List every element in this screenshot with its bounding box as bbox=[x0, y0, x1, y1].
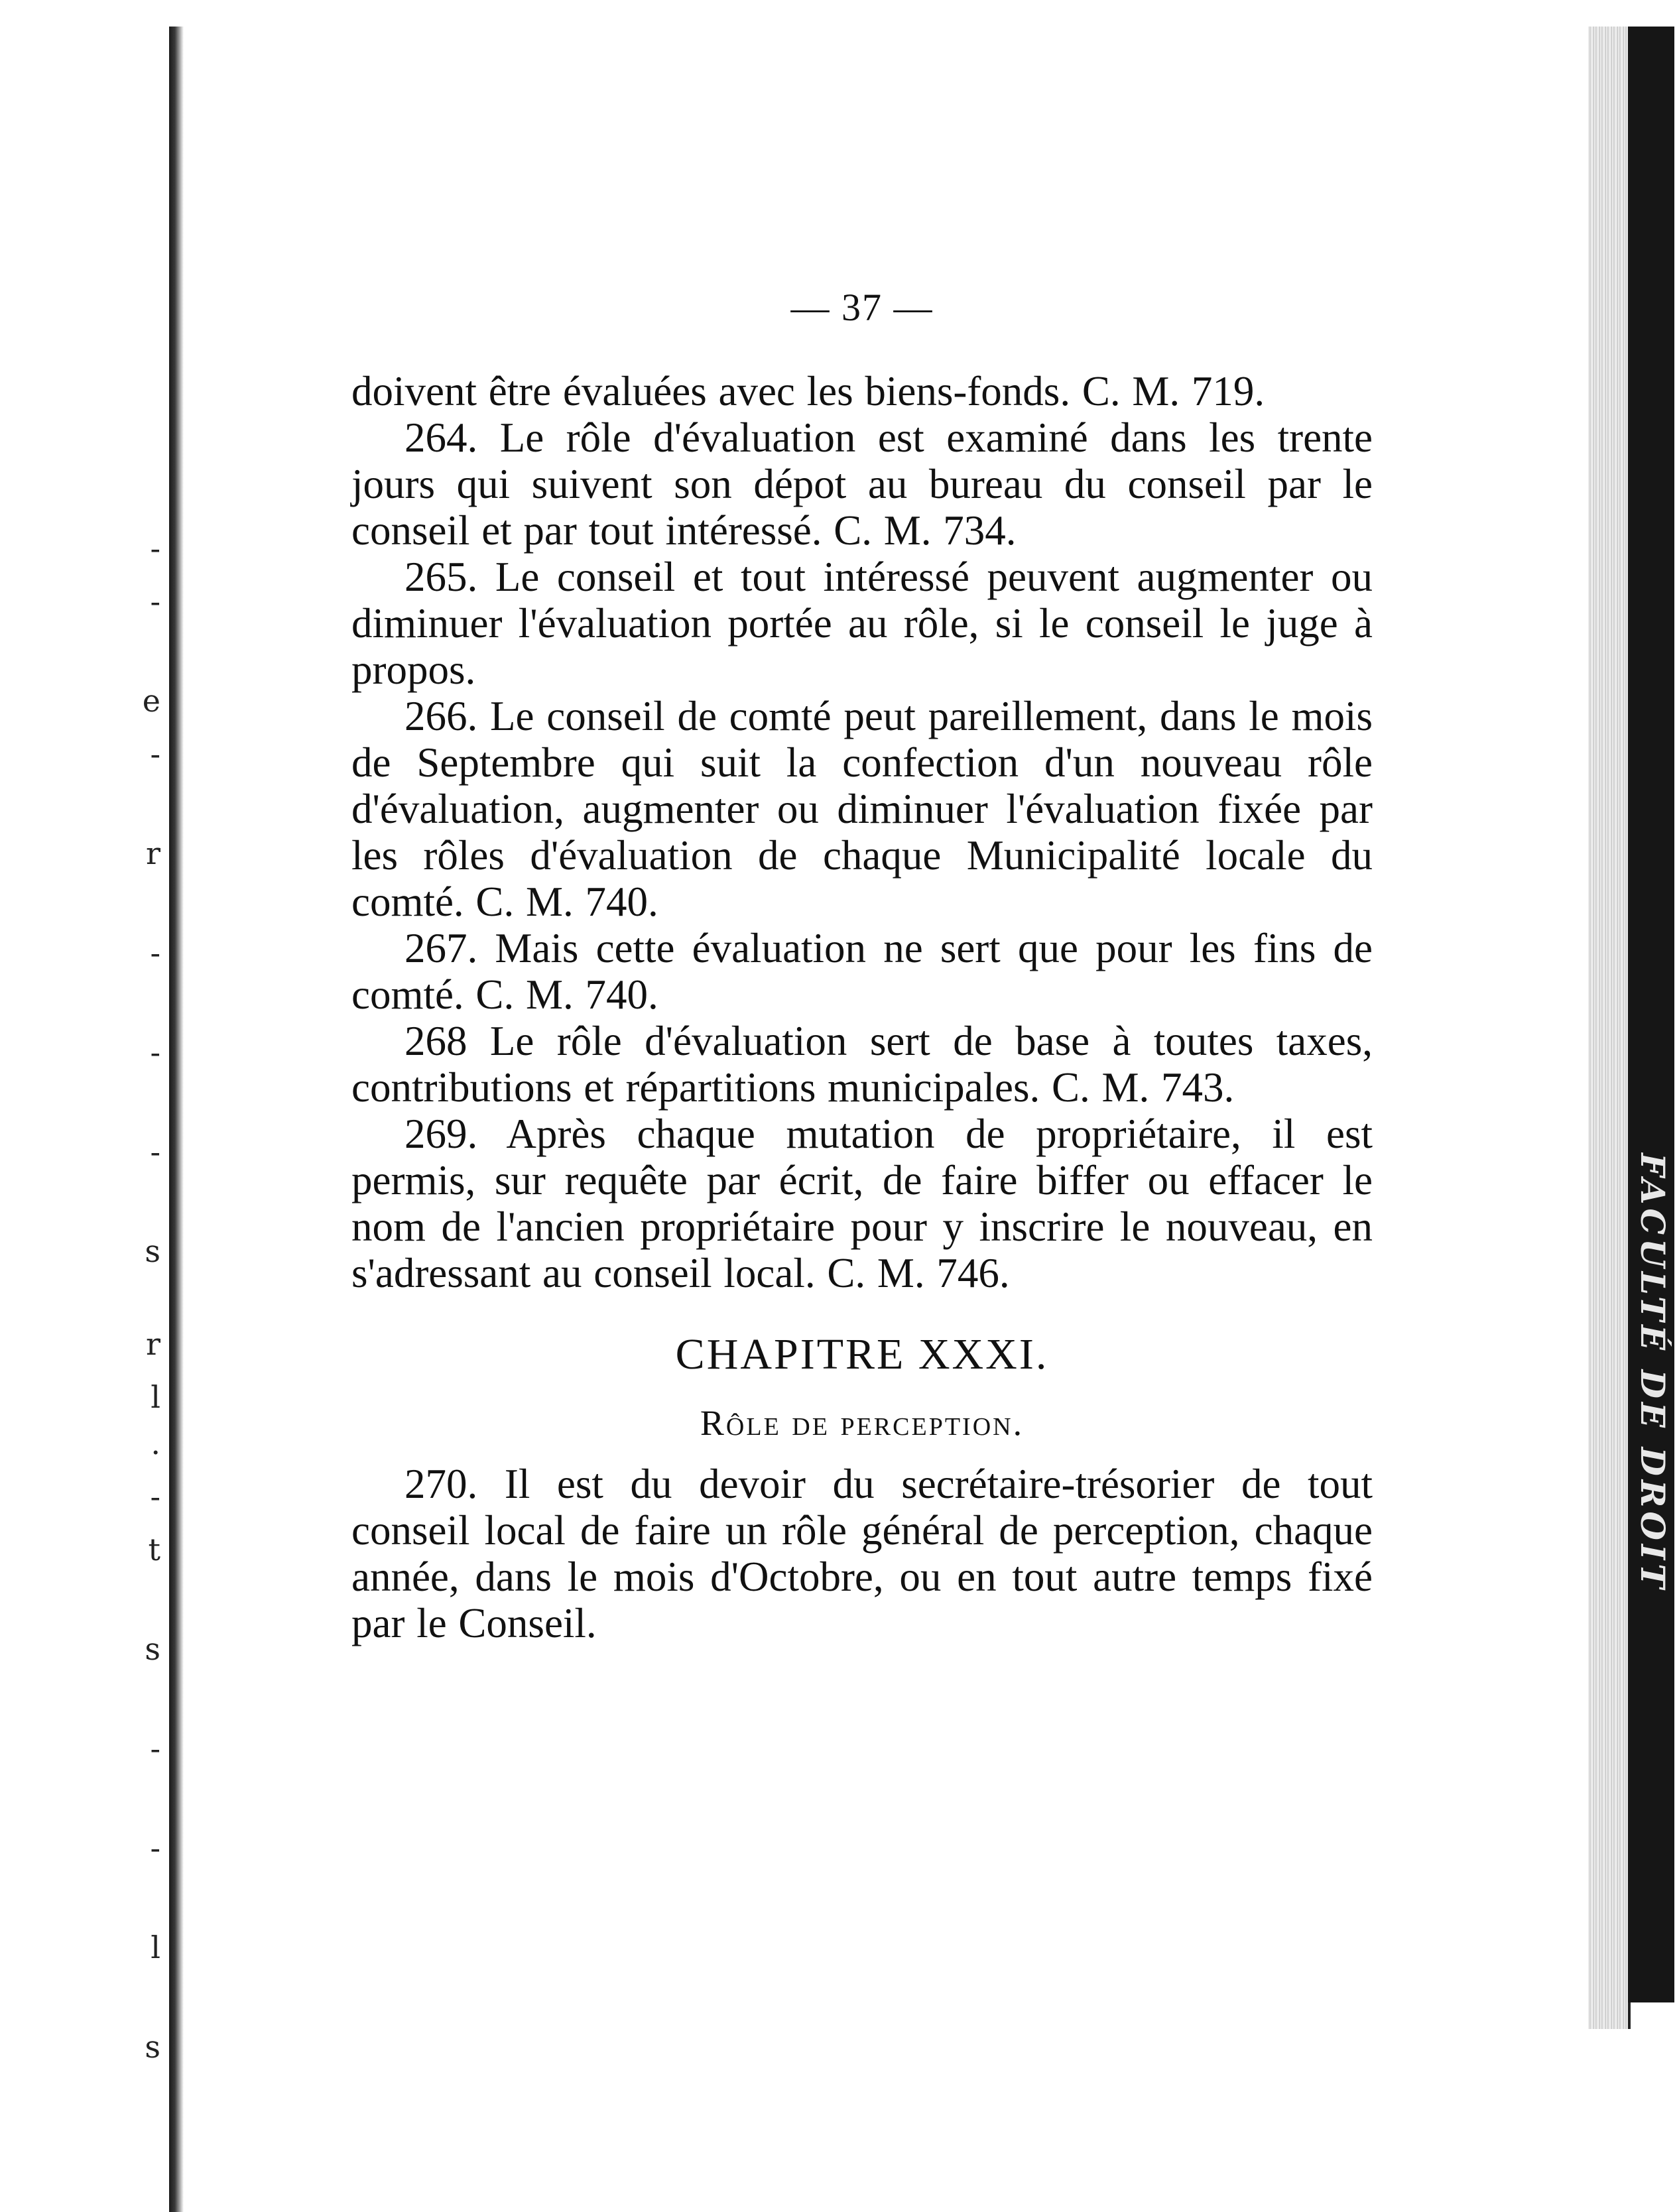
fragment: r bbox=[146, 1326, 160, 1362]
article-265: 265. Le conseil et tout intéressé peuvent augmenter ou diminuer l'évaluation portée au rôle, si le conseil le juge à propos. bbox=[351, 554, 1373, 693]
fragment: - bbox=[150, 736, 160, 772]
page-number: — 37 — bbox=[790, 286, 934, 329]
page-stack-edge bbox=[1588, 27, 1631, 2029]
chapter-heading: CHAPITRE XXXI. bbox=[675, 1330, 1049, 1379]
fragment: s bbox=[145, 1233, 160, 1269]
fragment: t bbox=[148, 1532, 160, 1567]
fragment: - bbox=[150, 530, 160, 566]
fragment: - bbox=[150, 1479, 160, 1514]
fragment: . bbox=[151, 1426, 160, 1461]
fragment: - bbox=[150, 1134, 160, 1170]
fragment: - bbox=[150, 1830, 160, 1866]
book-gutter bbox=[169, 27, 184, 2212]
article-264: 264. Le rôle d'évaluation est examiné dans les trente jours qui suivent son dépot au bureau du conseil par le conseil et par tout intéressé. C. M. 734. bbox=[351, 414, 1373, 554]
page-body bbox=[351, 285, 1373, 1646]
fragment: r bbox=[146, 835, 160, 871]
fragment: - bbox=[150, 1034, 160, 1070]
section-heading: Rôle de perception. bbox=[700, 1403, 1025, 1443]
previous-page-edge bbox=[0, 0, 169, 2212]
fragment: s bbox=[145, 1631, 160, 1667]
previous-page-fragments bbox=[0, 0, 166, 2212]
fragment: s bbox=[145, 2029, 160, 2065]
article-268: 268 Le rôle d'évaluation sert de base à toutes taxes, contributions et répartitions municipales. C. M. 743. bbox=[351, 1018, 1373, 1111]
article-266: 266. Le conseil de comté peut pareillement, dans le mois de Septembre qui suit la confection d'un nouveau rôle d'évaluation, augmenter ou diminuer l'évaluation fixée par les rôles d'évaluation de chaque Municipalité locale du comté. C. M. 740. bbox=[351, 693, 1373, 925]
fragment: - bbox=[150, 1731, 160, 1766]
spine-label: FACULTÉ DE DROIT bbox=[1633, 1152, 1672, 1593]
fragment: e bbox=[142, 683, 160, 719]
article-270: 270. Il est du devoir du secrétaire-trésorier de tout conseil local de faire un rôle général de perception, chaque année, dans le mois d'Octobre, ou en tout autre temps fixé par le Conseil. bbox=[351, 1461, 1373, 1646]
article-269: 269. Après chaque mutation de propriétaire, il est permis, sur requête par écrit, de faire biffer ou effacer le nom de l'ancien propriétaire pour y inscrire le nouveau, en s'adressant au conseil local. C. M. 746. bbox=[351, 1111, 1373, 1296]
fragment: l bbox=[151, 1930, 160, 1965]
book-spine bbox=[1628, 27, 1674, 2002]
fragment: l bbox=[151, 1379, 160, 1415]
article-267: 267. Mais cette évaluation ne sert que pour les fins de comté. C. M. 740. bbox=[351, 925, 1373, 1018]
fragment: - bbox=[150, 584, 160, 619]
fragment: - bbox=[150, 935, 160, 971]
paragraph-continuation: doivent être évaluées avec les biens-fonds. C. M. 719. bbox=[351, 368, 1265, 414]
